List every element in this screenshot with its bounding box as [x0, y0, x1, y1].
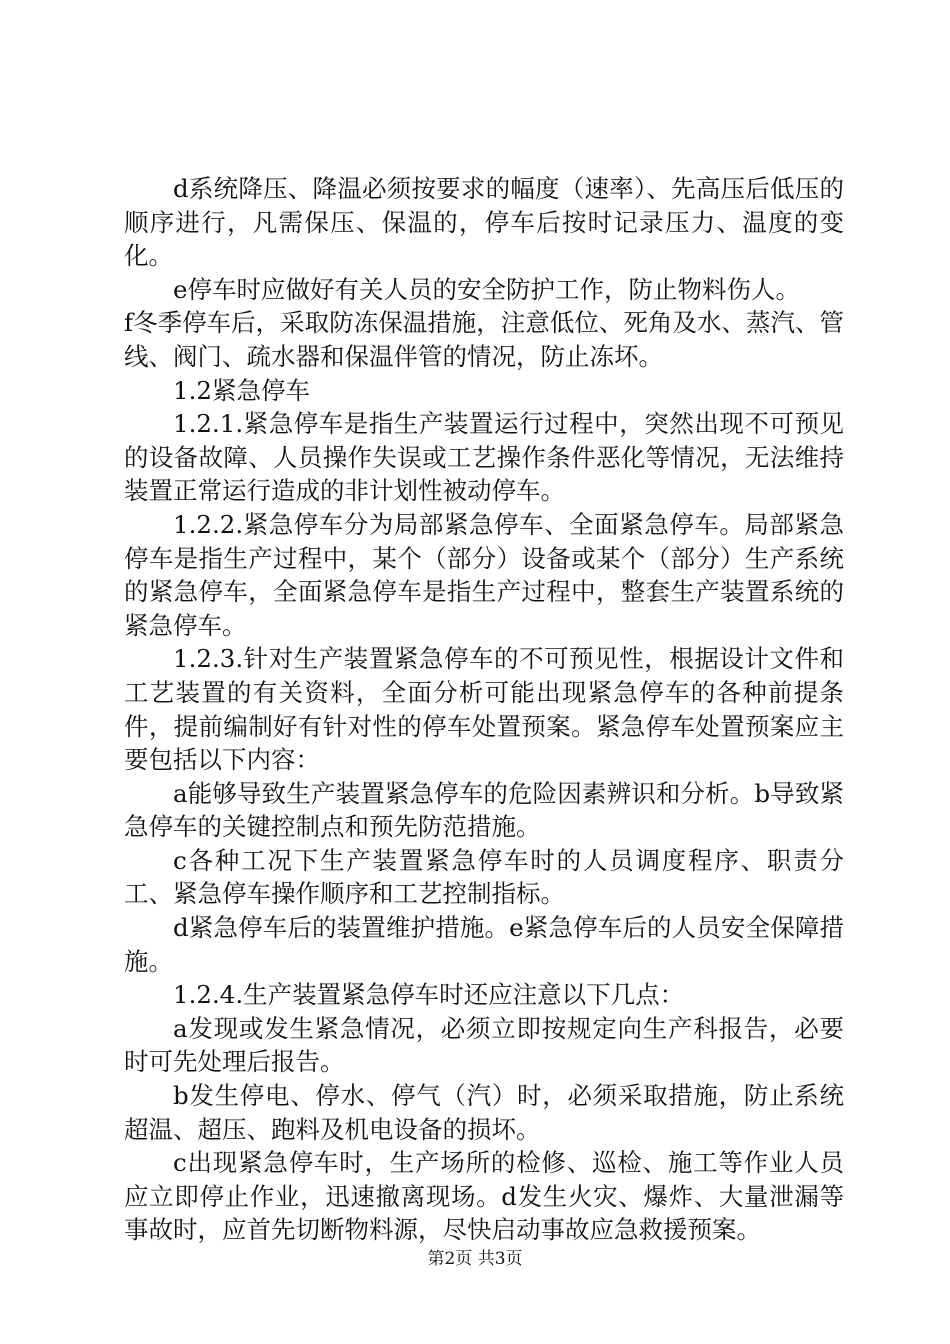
paragraph-1-2-3: 1.2.3.针对生产装置紧急停车的不可预见性，根据设计文件和工艺装置的有关资料，全面分析可能出现紧急停车的各种前提条件，提前编制好有针对性的停车处置预案。紧急停车处置预案应主要包括以下内容： — [124, 644, 844, 775]
paragraph-a-report: a发现或发生紧急情况，必须立即按规定向生产科报告，必要时可先处理后报告。 — [124, 1013, 844, 1077]
paragraph-e-protection: e停车时应做好有关人员的安全防护工作，防止物料伤人。 — [173, 274, 800, 304]
paragraph-f-winter: f冬季停车后，采取防冻保温措施，注意低位、死角及水、蒸汽、管线、阀门、疏水器和保温伴管的情况，防止冻坏。 — [124, 308, 844, 371]
paragraph-a-b-hazards: a能够导致生产装置紧急停车的危险因素辨识和分析。b导致紧急停车的关键控制点和预先防范措施。 — [124, 778, 844, 842]
paragraph-c-d-evacuation: c出现紧急停车时，生产场所的检修、巡检、施工等作业人员应立即停止作业，迅速撤离现场。d发生火灾、爆炸、大量泄漏等事故时，应首先切断物料源，尽快启动事故应急救援预案。 — [124, 1148, 844, 1245]
section-heading-1-2: 1.2紧急停车 — [173, 375, 310, 405]
paragraph-1-2-4: 1.2.4.生产装置紧急停车时还应注意以下几点： — [173, 980, 685, 1010]
paragraph-d-e-maintenance: d紧急停车后的装置维护措施。e紧急停车后的人员安全保障措施。 — [124, 913, 844, 976]
paragraph-1-2-1: 1.2.1.紧急停车是指生产装置运行过程中，突然出现不可预见的设备故障、人员操作失误或工艺操作条件恶化等情况，无法维持装置正常运行造成的非计划性被动停车。 — [124, 409, 844, 506]
paragraph-c-dispatch: c各种工况下生产装置紧急停车时的人员调度程序、职责分工、紧急停车操作顺序和工艺控制指标。 — [124, 845, 844, 909]
paragraph-b-outage: b发生停电、停水、停气（汽）时，必须采取措施，防止系统超温、超压、跑料及机电设备的损坏。 — [124, 1081, 844, 1144]
paragraph-d-pressure: d系统降压、降温必须按要求的幅度（速率）、先高压后低压的顺序进行，凡需保压、保温的，停车后按时记录压力、温度的变化。 — [124, 174, 844, 271]
paragraph-1-2-2: 1.2.2.紧急停车分为局部紧急停车、全面紧急停车。局部紧急停车是指生产过程中，某个（部分）设备或某个（部分）生产系统的紧急停车，全面紧急停车是指生产过程中，整套生产装置系统的紧急停车。 — [124, 509, 844, 640]
page-footer: 第2页 共3页 — [427, 1249, 523, 1269]
document-body — [124, 172, 844, 1247]
